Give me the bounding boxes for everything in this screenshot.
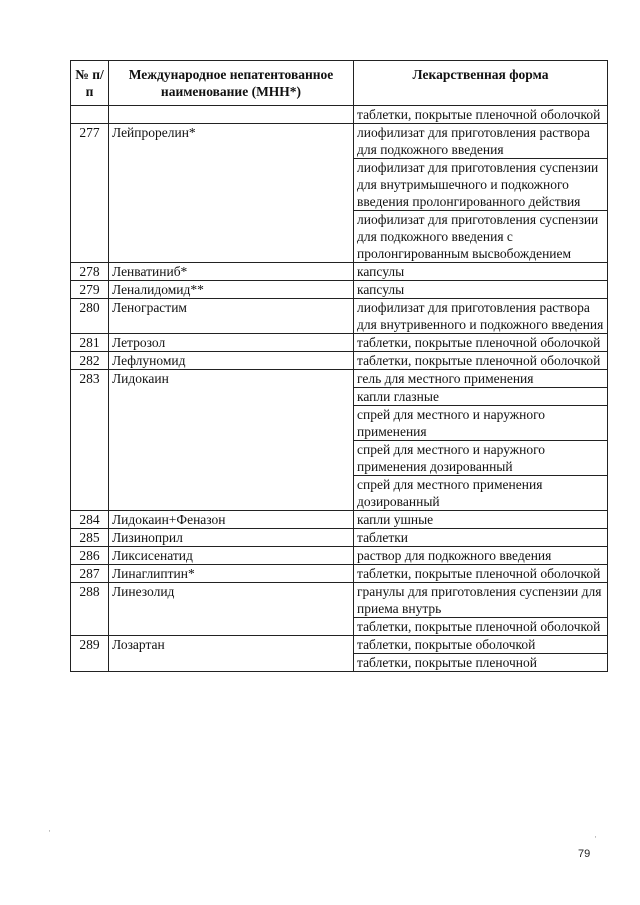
dosage-forms-cell: [354, 263, 608, 281]
table-header-row: [71, 61, 608, 106]
header-form: Лекарственная форма: [354, 61, 608, 106]
drug-name: Ленограстим: [109, 299, 354, 334]
row-number: 277: [71, 124, 109, 263]
drug-name: Леналидомид**: [109, 281, 354, 299]
header-num: № п/п: [71, 61, 109, 106]
table-row: [71, 529, 608, 547]
dosage-form: капсулы: [357, 264, 405, 279]
row-number: 281: [71, 334, 109, 352]
dosage-forms-cell: [354, 352, 608, 370]
dosage-form: капсулы: [357, 282, 405, 297]
row-number: [71, 106, 109, 124]
dosage-forms-cell: [354, 583, 608, 636]
drug-table: [70, 60, 608, 672]
table-row: [71, 547, 608, 565]
drug-name: Летрозол: [109, 334, 354, 352]
drug-name: Лидокаин: [109, 370, 354, 511]
dosage-forms-cell: [354, 547, 608, 565]
dosage-form: таблетки, покрытые пленочной оболочкой: [357, 335, 601, 350]
dosage-form: таблетки, покрытые пленочной оболочкой: [357, 107, 601, 122]
dosage-forms-cell: [354, 299, 608, 334]
dosage-form: гель для местного применения: [357, 371, 534, 386]
dosage-form: таблетки, покрытые пленочной оболочкой: [354, 617, 607, 635]
dosage-form: лиофилизат для приготовления суспензии для подкожного введения с пролонгированным высвобождением: [354, 210, 607, 262]
row-number: 287: [71, 565, 109, 583]
table-row: [71, 281, 608, 299]
dosage-forms-cell: [354, 370, 608, 511]
drug-name: Лейпрорелин*: [109, 124, 354, 263]
drug-name: Лидокаин+Феназон: [109, 511, 354, 529]
dosage-form: капли ушные: [357, 512, 434, 527]
drug-name: Линаглиптин*: [109, 565, 354, 583]
table-row: [71, 370, 608, 511]
dosage-forms-cell: [354, 565, 608, 583]
dosage-form: спрей для местного применения дозированный: [354, 475, 607, 510]
header-name: Международное непатентованное наименование (МНН*): [109, 61, 354, 106]
dosage-form: таблетки, покрытые пленочной оболочкой: [357, 353, 601, 368]
row-number: 284: [71, 511, 109, 529]
table-row: [71, 334, 608, 352]
drug-name: Линезолид: [109, 583, 354, 636]
table-row: [71, 511, 608, 529]
table-row: [71, 263, 608, 281]
dosage-form: спрей для местного и наружного применения: [354, 405, 607, 440]
dosage-form: лиофилизат для приготовления суспензии для внутримышечного и подкожного введения пролонгированного действия: [354, 158, 607, 210]
row-number: 279: [71, 281, 109, 299]
row-number: 278: [71, 263, 109, 281]
drug-name: Лозартан: [109, 636, 354, 672]
drug-name: Ликсисенатид: [109, 547, 354, 565]
dosage-form: таблетки: [357, 530, 409, 545]
dosage-form: спрей для местного и наружного применения дозированный: [354, 440, 607, 475]
drug-name: [109, 106, 354, 124]
dosage-form: таблетки, покрытые пленочной оболочкой: [357, 566, 601, 581]
drug-name: Лефлуномид: [109, 352, 354, 370]
dosage-forms-cell: [354, 334, 608, 352]
dosage-forms-cell: [354, 106, 608, 124]
dosage-form: гранулы для приготовления суспензии для приема внутрь: [357, 584, 602, 616]
dosage-form: лиофилизат для приготовления раствора для подкожного введения: [357, 125, 590, 157]
dosage-forms-cell: [354, 529, 608, 547]
row-number: 288: [71, 583, 109, 636]
table-row: [71, 352, 608, 370]
table-row: [71, 565, 608, 583]
page-number: 79: [578, 848, 591, 860]
drug-name: Ленватиниб*: [109, 263, 354, 281]
dosage-form: таблетки, покрытые пленочной: [354, 653, 607, 671]
row-number: 283: [71, 370, 109, 511]
scan-mark: ·: [594, 832, 597, 842]
row-number: 289: [71, 636, 109, 672]
dosage-form: лиофилизат для приготовления раствора для внутривенного и подкожного введения: [357, 300, 604, 332]
drug-name: Лизиноприл: [109, 529, 354, 547]
table-row: [71, 299, 608, 334]
row-number: 286: [71, 547, 109, 565]
table-row: [71, 636, 608, 672]
table-row: [71, 124, 608, 263]
row-number: 285: [71, 529, 109, 547]
row-number: 282: [71, 352, 109, 370]
table-row: [71, 106, 608, 124]
row-number: 280: [71, 299, 109, 334]
table-row: [71, 583, 608, 636]
dosage-forms-cell: [354, 281, 608, 299]
scan-mark: ·: [48, 826, 51, 836]
table-body: [71, 106, 608, 672]
dosage-forms-cell: [354, 511, 608, 529]
dosage-form: таблетки, покрытые оболочкой: [357, 637, 536, 652]
dosage-form: капли глазные: [354, 387, 607, 405]
dosage-forms-cell: [354, 124, 608, 263]
dosage-forms-cell: [354, 636, 608, 672]
dosage-form: раствор для подкожного введения: [357, 548, 552, 563]
